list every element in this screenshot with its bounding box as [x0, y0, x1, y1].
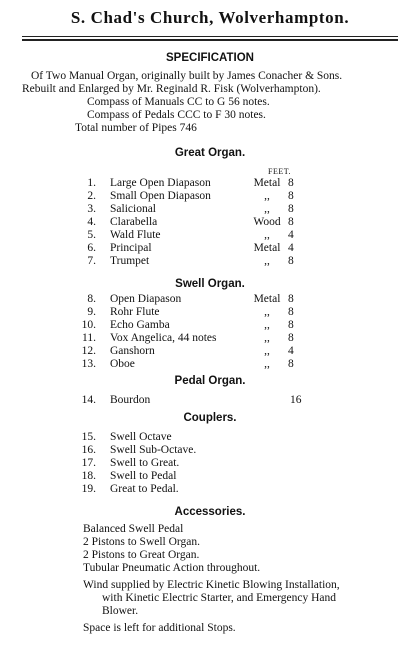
wind-supply-line: Wind supplied by Electric Kinetic Blowing Installation, [83, 579, 340, 591]
stop-feet: 8 [288, 319, 294, 331]
stop-name: Principal [110, 242, 152, 254]
stop-feet: 8 [288, 177, 294, 189]
stop-material: ,, [264, 319, 270, 331]
pedal-organ-heading: Pedal Organ. [174, 375, 246, 387]
stop-name: Large Open Diapason [110, 177, 211, 189]
stop-name: Small Open Diapason [110, 190, 211, 202]
stop-number: 9. [87, 306, 96, 318]
stop-material: ,, [264, 255, 270, 267]
spec-line: Compass of Pedals CCC to F 30 notes. [87, 109, 266, 121]
great-organ-heading: Great Organ. [174, 147, 246, 159]
stop-name: Swell to Pedal [110, 470, 177, 482]
swell-organ-heading: Swell Organ. [175, 278, 245, 290]
stop-name: Salicional [110, 203, 156, 215]
stop-material: Metal [253, 177, 281, 189]
stop-number: 19. [81, 483, 96, 495]
stop-name: Swell Sub-Octave. [110, 444, 197, 456]
spec-line: Compass of Manuals CC to G 56 notes. [87, 96, 270, 108]
stop-name: Clarabella [110, 216, 158, 228]
stop-number: 7. [87, 255, 96, 267]
wind-supply-line: Blower. [102, 605, 139, 617]
stop-feet: 8 [288, 293, 294, 305]
stop-number: 15. [81, 431, 96, 443]
stop-number: 17. [81, 457, 96, 469]
spec-line: Rebuilt and Enlarged by Mr. Reginald R. Fisk (Wolverhampton). [22, 83, 321, 95]
stop-material: ,, [264, 345, 270, 357]
stop-material: Wood [253, 216, 281, 228]
spec-line: Total number of Pipes 746 [75, 122, 197, 134]
stop-number: 10. [81, 319, 96, 331]
stop-number: 5. [87, 229, 96, 241]
accessory-line: Balanced Swell Pedal [83, 523, 184, 535]
accessories-heading: Accessories. [174, 506, 246, 518]
stop-material: ,, [264, 306, 270, 318]
couplers-heading: Couplers. [183, 412, 237, 424]
stop-material: Metal [253, 242, 281, 254]
stop-feet: 8 [288, 203, 294, 215]
stop-material: ,, [264, 203, 270, 215]
stop-feet: 8 [288, 216, 294, 228]
stop-number: 4. [87, 216, 96, 228]
stop-feet: 8 [288, 358, 294, 370]
stop-material: ,, [264, 332, 270, 344]
stop-number: 3. [87, 203, 96, 215]
stop-name: Open Diapason [110, 293, 182, 305]
title-rule-thick [22, 39, 398, 41]
stop-feet: 16 [290, 394, 302, 406]
stop-feet: 4 [288, 242, 294, 254]
stop-name: Bourdon [110, 394, 151, 406]
stop-name: Trumpet [110, 255, 150, 267]
stop-name: Rohr Flute [110, 306, 160, 318]
accessory-line: Tubular Pneumatic Action throughout. [83, 562, 261, 574]
stop-feet: 8 [288, 306, 294, 318]
stop-number: 16. [81, 444, 96, 456]
stop-name: Great to Pedal. [110, 483, 179, 495]
stop-number: 1. [87, 177, 96, 189]
stop-name: Echo Gamba [110, 319, 170, 331]
stop-name: Swell to Great. [110, 457, 180, 469]
stop-number: 12. [81, 345, 96, 357]
stop-material: ,, [264, 358, 270, 370]
stop-number: 2. [87, 190, 96, 202]
stop-feet: 4 [288, 229, 294, 241]
stop-number: 11. [82, 332, 96, 344]
stop-feet: 8 [288, 190, 294, 202]
stop-name: Wald Flute [110, 229, 161, 241]
stop-feet: 8 [288, 255, 294, 267]
stop-name: Swell Octave [110, 431, 172, 443]
spec-line: Of Two Manual Organ, originally built by James Conacher & Sons. [31, 70, 343, 82]
stop-material: ,, [264, 190, 270, 202]
wind-supply-line: with Kinetic Electric Starter, and Emergency Hand [102, 592, 337, 604]
stop-feet: 8 [288, 332, 294, 344]
stop-name: Ganshorn [110, 345, 155, 357]
specification-heading: SPECIFICATION [166, 52, 254, 64]
stop-number: 6. [87, 242, 96, 254]
stop-material: ,, [264, 229, 270, 241]
accessory-line: 2 Pistons to Great Organ. [83, 549, 200, 561]
accessory-line: 2 Pistons to Swell Organ. [83, 536, 201, 548]
page-title: S. Chad's Church, Wolverhampton. [70, 8, 350, 27]
stop-name: Oboe [110, 358, 135, 370]
title-rule-thin [22, 36, 398, 37]
stop-number: 8. [87, 293, 96, 305]
stop-material: Metal [253, 293, 281, 305]
stop-name: Vox Angelica, 44 notes [110, 332, 217, 344]
feet-column-header: FEET. [268, 167, 292, 176]
stop-feet: 4 [288, 345, 294, 357]
stop-number: 18. [81, 470, 96, 482]
stop-number: 13. [81, 358, 96, 370]
stop-number: 14. [81, 394, 96, 406]
space-note: Space is left for additional Stops. [83, 622, 236, 634]
